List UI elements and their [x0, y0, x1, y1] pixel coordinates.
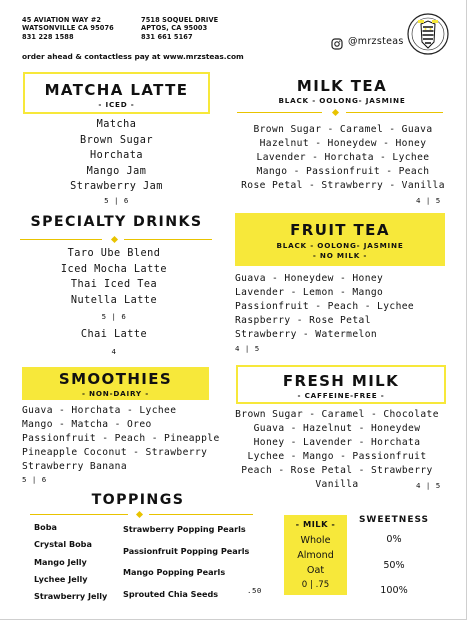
smoothie-price: 5 | 6 [22, 475, 47, 484]
sweetness-title: SWEETNESS [358, 515, 430, 525]
sweetness-level: 50% [383, 560, 405, 571]
topping-item: Crystal Boba [34, 539, 92, 550]
divider-diamond [136, 511, 143, 518]
menu-line: Brown Sugar - Caramel - Guava [253, 124, 433, 135]
topping-item: Strawberry Popping Pearls [123, 524, 246, 534]
milk-tea-items [238, 123, 448, 193]
topping-item: Boba [34, 522, 57, 532]
section-subtitle: BLACK - OOLONG- JASMINE [276, 241, 404, 250]
menu-item: Mango Jam [86, 165, 147, 177]
sweetness-level: 0% [386, 534, 402, 545]
toppings-list-right [123, 519, 249, 605]
fresh-milk-items [232, 408, 442, 491]
menu-item: Strawberry Jam [70, 181, 163, 192]
menu-item: Taro Ube Blend [67, 248, 161, 259]
menu-line: Passionfruit - Peach - Lychee [235, 300, 415, 312]
section-title: MATCHA LATTE [44, 81, 189, 99]
topping-item: Strawberry Jelly [34, 591, 108, 602]
menu-line: Lychee - Mango - Passionfruit [247, 450, 427, 462]
divider-line [30, 514, 128, 515]
menu-line: Lavender - Lemon - Mango [235, 286, 384, 298]
menu-line: Hazelnut - Honeydew - Honey [259, 137, 427, 149]
topping-item: Passionfruit Popping Pearls [123, 545, 250, 556]
menu-line: Raspberry - Rose Petal [235, 314, 371, 326]
milk-tea-price: 4 | 5 [416, 196, 441, 205]
menu-item: Matcha [96, 119, 137, 130]
chai-latte: Chai Latte [80, 329, 148, 340]
toppings-title: TOPPINGS [91, 492, 185, 508]
smoothie-items [22, 404, 222, 474]
smoothies-header [22, 367, 209, 400]
divider-diamond [111, 236, 118, 243]
section-title: FRUIT TEA [290, 221, 390, 239]
order-ahead-text: order ahead & contactless pay at www.mrzsteas.com [22, 52, 244, 61]
menu-line: Honey - Lavender - Horchata [253, 436, 421, 448]
menu-item: Nutella Latte [70, 294, 158, 306]
menu-line: Mango - Passionfruit - Peach [256, 165, 430, 177]
milk-option: Almond [297, 550, 334, 561]
matcha-latte-header [23, 72, 210, 114]
section-title: FRESH MILK [282, 372, 400, 390]
divider-line [20, 239, 102, 240]
address-watsonville: 45 AVIATION WAY #2 WATSONVILLE CA 95076 831 228 1588 [22, 16, 114, 41]
divider-line [124, 239, 212, 240]
topping-item: Sprouted Chia Seeds [123, 588, 219, 599]
menu-line: Strawberry - Watermelon [235, 328, 378, 340]
specialty-items [14, 246, 214, 308]
section-subtitle: - CAFFEINE-FREE - [297, 391, 385, 400]
sweetness-section [352, 515, 436, 596]
section-title: SMOOTHIES [58, 370, 173, 388]
divider-line [346, 112, 443, 113]
milk-option: Whole [300, 535, 331, 546]
menu-line: Guava - Horchata - Lychee [22, 405, 177, 416]
menu-line: Lavender - Horchata - Lychee [256, 151, 430, 163]
topping-item: Mango Popping Pearls [123, 567, 226, 577]
menu-line: Passionfruit - Peach - Pineapple [22, 432, 220, 444]
milk-price: 0 | .75 [301, 580, 330, 590]
menu-item: Thai Iced Tea [70, 279, 158, 290]
menu-line: Rose Petal - Strawberry - Vanilla [241, 179, 445, 191]
toppings-price: .50 [247, 586, 262, 595]
toppings-list-left [34, 519, 107, 605]
menu-line: Strawberry Banana [22, 460, 127, 472]
fresh-milk-header [236, 365, 446, 404]
section-note: - NO MILK - [312, 251, 368, 260]
milk-option: Oat [306, 565, 325, 576]
fruit-tea-items [235, 272, 445, 342]
specialty-price: 5 | 6 [101, 312, 127, 321]
section-subtitle: - NON-DAIRY - [81, 389, 150, 398]
menu-line: Brown Sugar - Caramel - Chocolate [235, 409, 439, 420]
divider-line [149, 514, 253, 515]
topping-item: Lychee Jelly [34, 573, 88, 584]
fresh-milk-price: 4 | 5 [416, 481, 441, 490]
divider-diamond [332, 109, 339, 116]
menu-line: Guava - Honeydew - Honey [235, 273, 384, 284]
menu-item: Horchata [89, 150, 144, 161]
milk-title: - MILK - [295, 519, 336, 529]
sweetness-level: 100% [380, 585, 408, 596]
divider-line [237, 112, 322, 113]
menu-line: Pineapple Coconut - Strawberry [22, 446, 208, 458]
section-subtitle: - ICED - [98, 100, 135, 109]
address-aptos: 7518 SOQUEL DRIVE APTOS, CA 95003 831 661 5167 [141, 16, 219, 41]
matcha-items [23, 117, 210, 195]
fruit-tea-header [235, 213, 445, 266]
matcha-price: 5 | 6 [104, 196, 129, 205]
zebra-logo [406, 12, 450, 56]
specialty-drinks-title: SPECIALTY DRINKS [30, 214, 203, 230]
milk-options-box [284, 515, 347, 595]
menu-line: Vanilla [315, 478, 359, 490]
menu-line: Peach - Rose Petal - Strawberry [241, 464, 433, 476]
topping-item: Mango Jelly [34, 556, 87, 567]
instagram-handle: @mrzsteas [348, 36, 404, 47]
menu-item: Iced Mocha Latte [60, 263, 168, 275]
chai-price: 4 [111, 347, 117, 356]
milk-tea-title: MILK TEA [296, 77, 388, 95]
menu-line: Mango - Matcha - Oreo [22, 418, 152, 430]
milk-tea-subtitle: BLACK - OOLONG- JASMINE [278, 96, 406, 105]
menu-item: Brown Sugar [80, 134, 153, 146]
fruit-tea-price: 4 | 5 [235, 344, 260, 353]
menu-line: Guava - Hazelnut - Honeydew [253, 422, 421, 434]
instagram-icon [331, 35, 343, 47]
